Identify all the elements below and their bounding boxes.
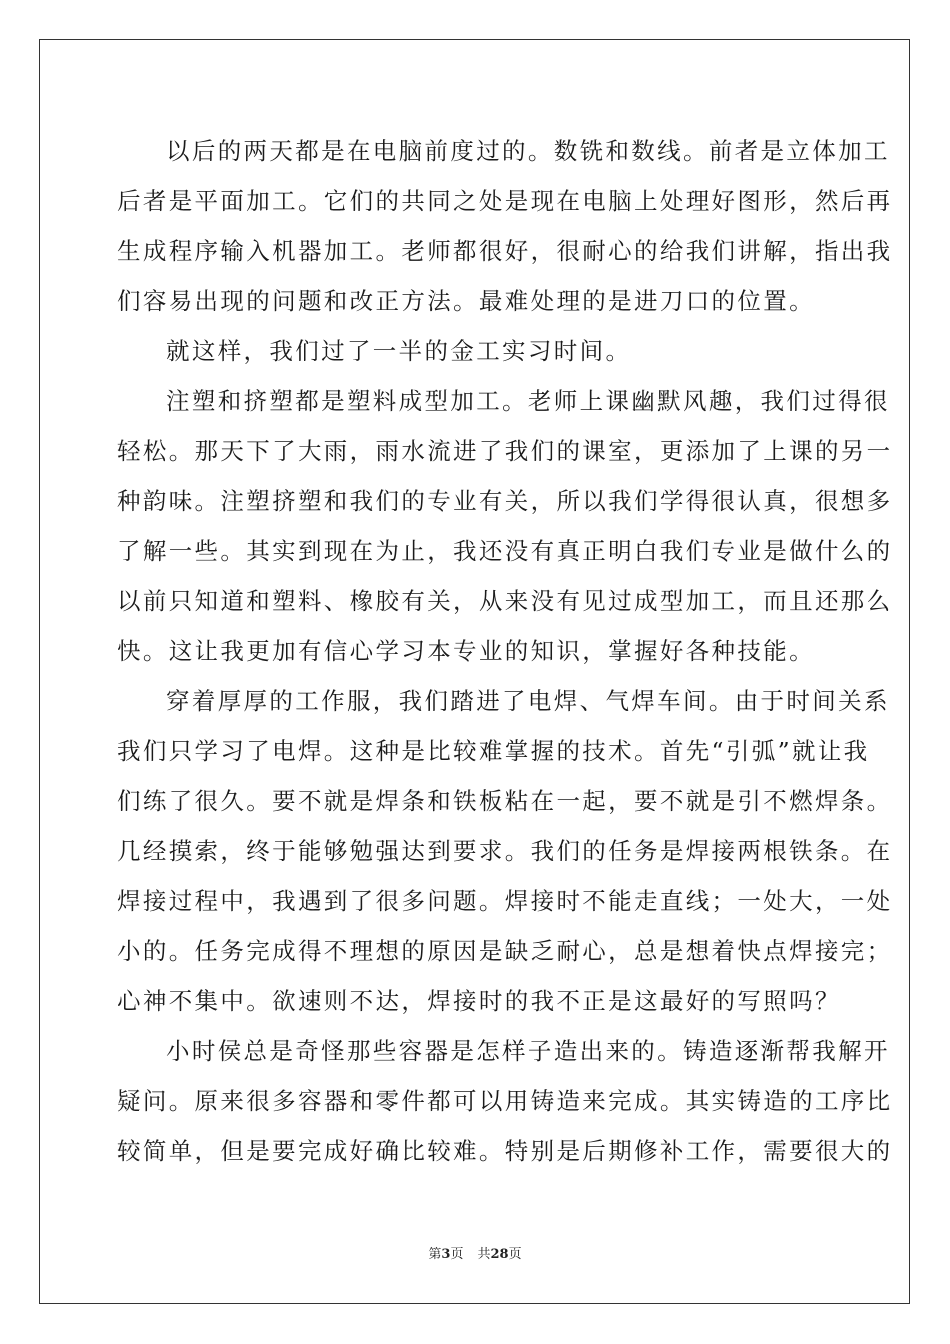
text-line: 生成程序输入机器加工。老师都很好，很耐心的给我们讲解，指出我 [117,237,893,265]
page-number: 3 [441,1247,451,1262]
text-line: 焊接过程中，我遇到了很多问题。焊接时不能走直线；一处大，一处 [117,887,893,915]
text-line: 就这样，我们过了一半的金工实习时间。 [166,337,632,365]
text-line: 几经摸索，终于能够勉强达到要求。我们的任务是焊接两根铁条。在 [117,837,893,865]
text-line: 疑问。原来很多容器和零件都可以用铸造来完成。其实铸造的工序比 [117,1087,893,1115]
page-footer [0,1245,950,1265]
page-suffix: 页 [450,1247,464,1262]
text-line: 注塑和挤塑都是塑料成型加工。老师上课幽默风趣，我们过得很 [166,387,890,415]
text-line: 了解一些。其实到现在为止，我还没有真正明白我们专业是做什么的 [117,537,893,565]
text-line: 心神不集中。欲速则不达，焊接时的我不正是这最好的写照吗？ [117,987,841,1015]
text-line: 小的。任务完成得不理想的原因是缺乏耐心，总是想着快点焊接完； [117,937,893,965]
text-line: 快。这让我更加有信心学习本专业的知识，掌握好各种技能。 [117,637,815,665]
document-body [117,126,893,1176]
text-line: 轻松。那天下了大雨，雨水流进了我们的课室，更添加了上课的另一 [117,437,893,465]
total-suffix: 页 [508,1247,522,1262]
text-line: 较简单，但是要完成好确比较难。特别是后期修补工作，需要很大的 [117,1137,893,1165]
text-line: 我们只学习了电焊。这种是比较难掌握的技术。首先“引弧”就让我 [117,737,870,765]
text-line: 们练了很久。要不就是焊条和铁板粘在一起，要不就是引不燃焊条。 [117,787,893,815]
text-line: 们容易出现的问题和改正方法。最难处理的是进刀口的位置。 [117,287,815,315]
page-prefix: 第 [428,1247,442,1262]
text-line: 以后的两天都是在电脑前度过的。数铣和数线。前者是立体加工 [166,137,890,165]
total-pages: 28 [490,1247,509,1262]
total-prefix: 共 [477,1247,491,1262]
text-line: 穿着厚厚的工作服，我们踏进了电焊、气焊车间。由于时间关系 [166,687,890,715]
text-line: 后者是平面加工。它们的共同之处是现在电脑上处理好图形，然后再 [117,187,893,215]
text-line: 种韵味。注塑挤塑和我们的专业有关，所以我们学得很认真，很想多 [117,487,893,515]
text-line: 以前只知道和塑料、橡胶有关，从来没有见过成型加工，而且还那么 [117,587,893,615]
text-line: 小时侯总是奇怪那些容器是怎样子造出来的。铸造逐渐帮我解开 [166,1037,890,1065]
